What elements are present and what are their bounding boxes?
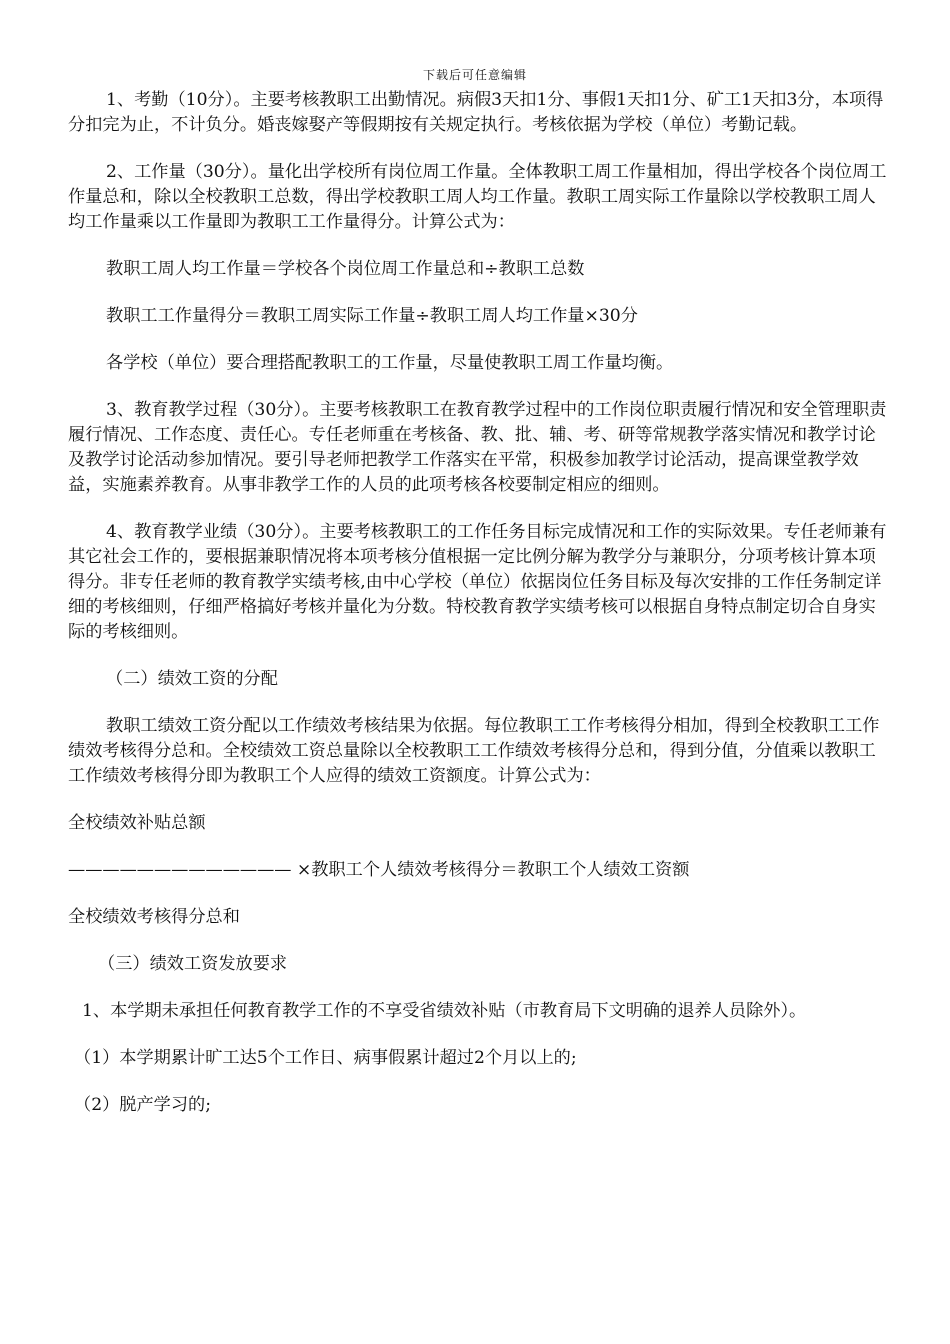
document-body [68,88,888,1118]
paragraph-distribution: 教职工绩效工资分配以工作绩效考核结果为依据。每位教职工工作考核得分相加，得到全校教职工工作绩效考核得分总和。全校绩效工资总量除以全校教职工工作绩效考核得分总和，得到分值，分值乘以教职工工作绩效考核得分即为教职工个人应得的绩效工资额度。计算公式为： [68,716,880,786]
paragraph-teaching-process: 3、教育教学过程（30分）。主要考核教职工在教育教学过程中的工作岗位职责履行情况和安全管理职责履行情况、工作态度、责任心。专任老师重在考核备、教、批、辅、考、研等常规教学落实情况和教学讨论及教学讨论活动参加情况。要引导老师把教学工作落实在平常，积极参加教学讨论活动，提高课堂教学效益，实施素养教育。从事非教学工作的人员的此项考核各校要制定相应的细则。 [68,400,887,495]
requirement-item-1: 1、本学期未承担任何教育教学工作的不享受省绩效补贴（市教育局下文明确的退养人员除外）。 [82,1001,807,1021]
formula-workload-score: 教职工工作量得分＝教职工周实际工作量÷教职工周人均工作量×30分 [106,306,638,326]
paragraph-teaching-performance: 4、教育教学业绩（30分）。主要考核教职工的工作任务目标完成情况和工作的实际效果。专任老师兼有其它社会工作的，要根据兼职情况将本项考核分值根据一定比例分解为教学分与兼职分，分项考核计算本项得分。非专任老师的教育教学实绩考核,由中心学校（单位）依据岗位任务目标及每次安排的工作任务制定详细的考核细则，仔细严格搞好考核并量化为分数。特校教育教学实绩考核可以根据自身特点制定切合自身实际的考核细则。 [68,522,887,642]
formula-numerator: 全校绩效补贴总额 [68,813,206,833]
paragraph-workload-balance: 各学校（单位）要合理搭配教职工的工作量，尽量使教职工周工作量均衡。 [106,353,674,373]
page-header-note: 下载后可任意编辑 [422,68,527,82]
formula-average-workload: 教职工周人均工作量＝学校各个岗位周工作量总和÷教职工总数 [106,259,585,279]
paragraph-attendance: 1、考勤（10分）。主要考核教职工出勤情况。病假3天扣1分、事假1天扣1分、矿工1天扣3分，本项得分扣完为止，不计负分。婚丧嫁娶产等假期按有关规定执行。考核依据为学校（单位）考勤记载。 [68,90,884,135]
formula-fraction-line: ————————————— ×教职工个人绩效考核得分＝教职工个人绩效工资额 [68,860,690,880]
formula-denominator: 全校绩效考核得分总和 [68,907,240,927]
section-heading-requirements: （三）绩效工资发放要求 [98,954,288,974]
section-heading-distribution: （二）绩效工资的分配 [106,669,278,689]
requirement-item-1-1: （1）本学期累计旷工达5个工作日、病事假累计超过2个月以上的; [74,1048,577,1068]
requirement-item-1-2: （2）脱产学习的; [74,1095,212,1115]
paragraph-workload: 2、工作量（30分）。量化出学校所有岗位周工作量。全体教职工周工作量相加，得出学校各个岗位周工作量总和，除以全校教职工总数，得出学校教职工周人均工作量。教职工周实际工作量除以学校教职工周人均工作量乘以工作量即为教职工工作量得分。计算公式为： [68,162,887,232]
